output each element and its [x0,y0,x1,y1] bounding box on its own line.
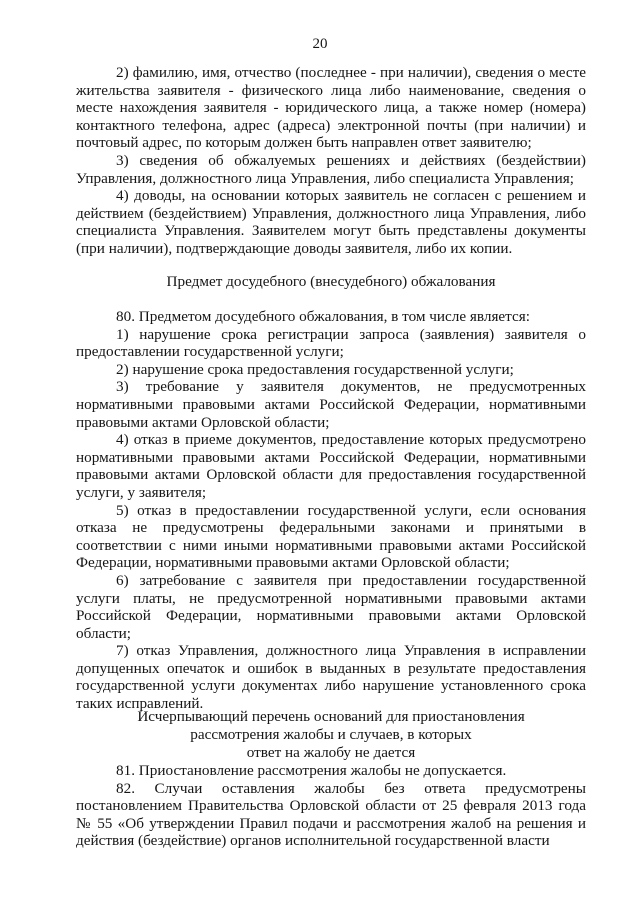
paragraph: 6) затребование с заявителя при предоставлении государственной услуги платы, не предусмотренной нормативными правовыми актами Российской Федерации, нормативными правовыми актами Орловской области; [76,571,586,642]
page-number: 20 [312,36,328,52]
paragraph: 82. Случаи оставления жалобы без ответа предусмотрены постановлением Правительства Орловской области от 25 февраля 2013 года № 55 «Об утверждении Правил подачи и рассмотрения жалоб на решения и действия (бездействие) органов исполнительной государственной власти [76,779,586,850]
paragraph: 80. Предметом досудебного обжалования, в том числе является: [116,308,530,325]
section-81 [76,762,586,850]
section-heading-line: Исчерпывающий перечень оснований для приостановления [137,708,525,725]
paragraph: 4) доводы, на основании которых заявитель не согласен с решением и действием (бездействием) Управления, должностного лица Управления, либо специалиста Управления. Заявителем могут быть представлены документы (при наличии), подтверждающие доводы заявителя, либо их копии. [76,187,586,257]
paragraph: 2) нарушение срока предоставления государственной услуги; [116,360,514,378]
paragraph: 5) отказ в предоставлении государственной услуги, если основания отказа не предусмотрены федеральными законами и принятыми в соответствии с ними иными нормативными правовыми актами Российской Федерации, нормативными правовыми актами Орловской области; [76,501,586,572]
paragraph: 2) фамилию, имя, отчество (последнее - при наличии), сведения о месте жительства заявителя - физического лица либо наименование, сведения о месте нахождения заявителя - юридического лица, а также номер (номера) контактного телефона, адрес (адреса) электронной почты (при наличии) и почтовый адрес, по которым должен быть направлен ответ заявителю; [76,64,586,152]
section-80 [76,308,586,713]
complaint-contents-list [76,64,586,258]
paragraph: 3) сведения об обжалуемых решениях и действиях (бездействии) Управления, должностного лица Управления, либо специалиста Управления; [76,151,586,187]
paragraph: 81. Приостановление рассмотрения жалобы не допускается. [116,762,507,779]
paragraph: 3) требование у заявителя документов, не предусмотренных нормативными правовыми актами Российской Федерации, нормативными правовыми актами Орловской области; [76,378,586,431]
section-heading-line: рассмотрения жалобы и случаев, в которых [190,726,472,743]
paragraph: 4) отказ в приеме документов, предоставление которых предусмотрено нормативными правовыми актами Российской Федерации, нормативными правовыми актами Орловской области для предоставления государственной услуги, у заявителя; [76,431,586,501]
section-heading: Предмет досудебного (внесудебного) обжалования [166,273,496,290]
paragraph: 1) нарушение срока регистрации запроса (заявления) заявителя о предоставлении государственной услуги; [76,325,586,361]
paragraph: 7) отказ Управления, должностного лица Управления в исправлении допущенных опечаток и ошибок в выданных в результате предоставления государственной услуги документах либо нарушение установленного срока таких исправлений. [76,642,586,713]
section-heading-line: ответ на жалобу не дается [246,744,416,761]
